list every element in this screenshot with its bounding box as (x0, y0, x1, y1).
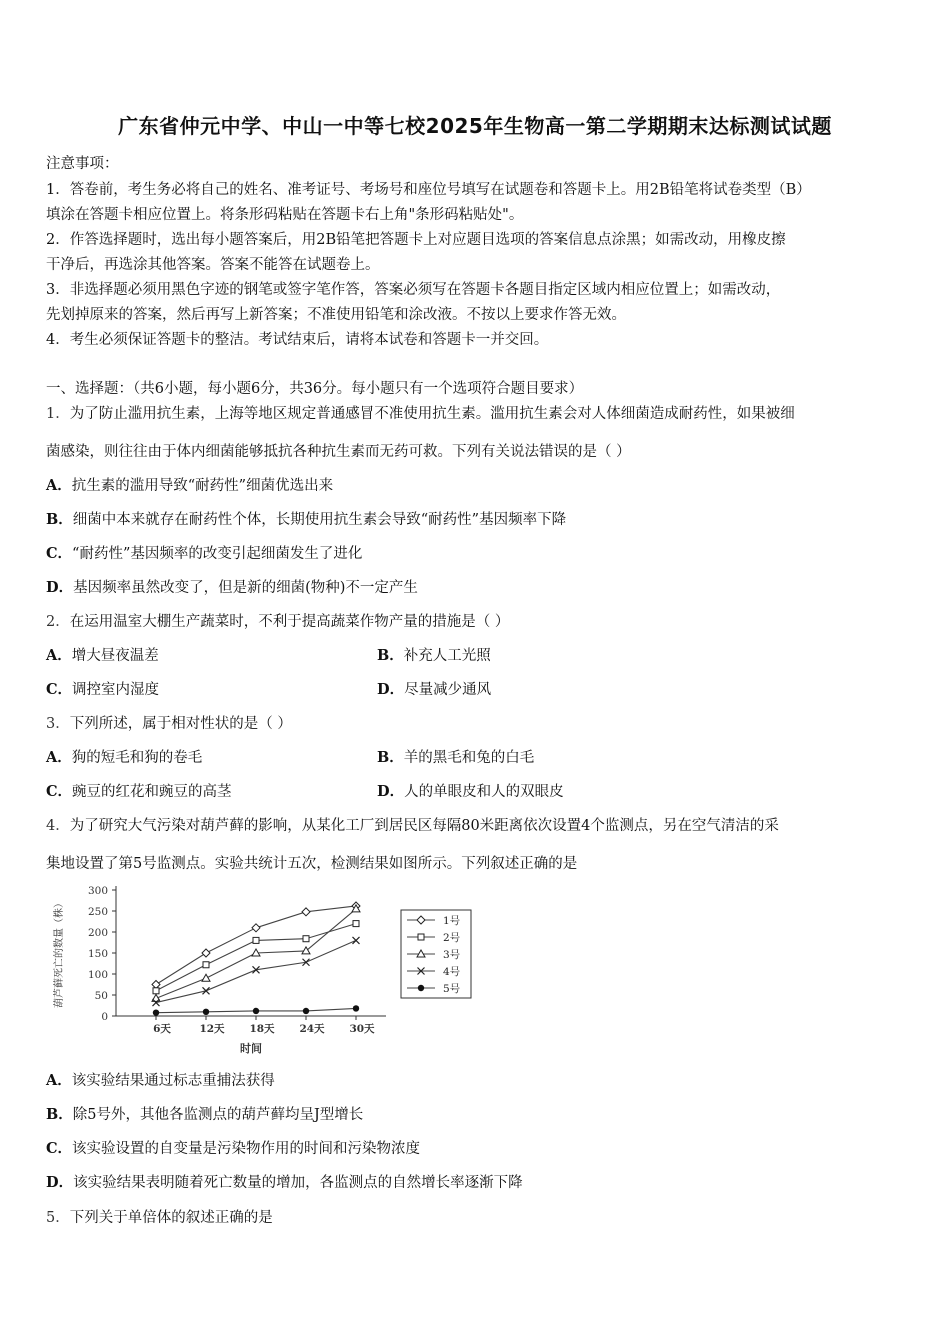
q2-option-d[interactable] (377, 678, 491, 699)
q1-option-c[interactable] (46, 542, 362, 563)
q3-option-d[interactable] (377, 780, 564, 801)
option-label: C． (46, 783, 73, 800)
x-tick-label: 6天 (153, 1023, 171, 1035)
option-text: 该实验设置的自变量是污染物作用的时间和污染物浓度 (72, 1141, 421, 1157)
y-tick-label: 100 (87, 969, 108, 981)
data-point-triangle (202, 974, 210, 981)
legend-label: 2号 (443, 932, 461, 944)
chart-marks (152, 902, 360, 1016)
question-text: 为了研究大气污染对葫芦藓的影响，从某化工厂到居民区每隔80米距离依次设置4个监测点，另在空气清洁的采 (69, 818, 779, 834)
option-text: 增大昼夜温差 (71, 648, 159, 664)
option-label: A． (46, 647, 72, 664)
question-number: 3． (46, 716, 70, 732)
data-point-diamond (202, 949, 210, 957)
question-text: 下列所述，属于相对性状的是（ ） (69, 716, 292, 732)
notice-line: 4．考生必须保证答题卡的整洁。考试结束后，请将本试卷和答题卡一并交回。 (46, 332, 549, 348)
q2-option-c[interactable] (46, 678, 159, 699)
option-text: 调控室内湿度 (72, 682, 160, 698)
x-axis-title: 时间 (240, 1042, 262, 1055)
option-label: B． (46, 511, 73, 528)
q3-option-b[interactable] (377, 746, 534, 767)
question-text: 在运用温室大棚生产蔬菜时，不利于提高蔬菜作物产量的措施是（ ） (69, 614, 510, 630)
notice-line: 1．答卷前，考生务必将自己的姓名、准考证号、考场号和座位号填写在试题卷和答题卡上。用2B铅笔将试卷类型（B） (46, 182, 811, 198)
question-text: 为了防止滥用抗生素，上海等地区规定普通感冒不准使用抗生素。滥用抗生素会对人体细菌造成耐药性，如果被细 (69, 406, 795, 422)
option-text: 除5号外，其他各监测点的葫芦藓均呈J型增长 (72, 1107, 364, 1123)
y-axis-title: 葫芦藓死亡的数量（株） (54, 898, 65, 1008)
q1-option-a[interactable] (46, 474, 333, 495)
question-number: 2． (46, 614, 70, 630)
option-label: D． (377, 783, 405, 800)
data-point-square (153, 988, 159, 994)
data-point-square (418, 934, 424, 940)
y-tick-label: 0 (101, 1011, 108, 1023)
y-tick-label: 50 (94, 990, 108, 1002)
option-label: B． (46, 1106, 73, 1123)
data-point-x (203, 987, 210, 994)
legend-label: 3号 (443, 949, 461, 961)
question-text: 下列关于单倍体的叙述正确的是 (69, 1210, 273, 1226)
option-text: 尽量减少通风 (404, 682, 492, 698)
option-label: D． (46, 579, 74, 596)
data-point-x (353, 937, 360, 944)
data-point-dot (353, 1005, 359, 1011)
q4-option-c[interactable] (46, 1137, 420, 1158)
option-label: A． (46, 1072, 72, 1089)
question-2-stem (46, 610, 509, 631)
q3-option-a[interactable] (46, 746, 202, 767)
x-tick-label: 24天 (299, 1023, 325, 1035)
y-tick-label: 150 (87, 948, 108, 960)
mortality-line-chart (46, 880, 486, 1060)
question-number: 5． (46, 1210, 70, 1226)
option-text: 抗生素的滥用导致“耐药性”细菌优选出来 (71, 478, 334, 494)
data-point-diamond (302, 908, 310, 916)
q2-option-a[interactable] (46, 644, 159, 665)
question-number: 1． (46, 406, 70, 422)
notice-line: 干净后，再选涂其他答案。答案不能答在试题卷上。 (46, 257, 380, 273)
q3-option-c[interactable] (46, 780, 232, 801)
option-text: 补充人工光照 (403, 648, 491, 664)
data-point-square (353, 921, 359, 927)
data-point-square (253, 937, 259, 943)
notice-line: 填涂在答题卡相应位置上。将条形码粘贴在答题卡右上角"条形码粘贴处"。 (46, 207, 524, 223)
legend-label: 1号 (443, 915, 461, 927)
option-label: D． (46, 1174, 74, 1191)
exam-title: 广东省仲元中学、中山一中等七校2025年生物高一第二学期期末达标测试试题 (118, 114, 832, 138)
data-point-dot (153, 1009, 159, 1015)
q4-option-d[interactable] (46, 1171, 523, 1192)
option-text: 该实验结果表明随着死亡数量的增加，各监测点的自然增长率逐渐下降 (73, 1175, 523, 1191)
option-label: C． (46, 681, 73, 698)
notice-line: 先划掉原来的答案，然后再写上新答案；不准使用铅笔和涂改液。不按以上要求作答无效。 (46, 307, 626, 323)
option-label: C． (46, 1140, 73, 1157)
option-text: 人的单眼皮和人的双眼皮 (404, 784, 564, 800)
x-tick-label: 18天 (249, 1023, 275, 1035)
legend-label: 4号 (443, 966, 461, 978)
question-3-stem (46, 712, 292, 733)
q1-option-d[interactable] (46, 576, 418, 597)
data-point-square (203, 962, 209, 968)
y-tick-label: 200 (87, 927, 108, 939)
data-point-diamond (152, 981, 160, 989)
notice-line: 2．作答选择题时，选出每小题答案后，用2B铅笔把答题卡上对应题目选项的答案信息点涂黑；如需改动，用橡皮擦 (46, 232, 786, 248)
chart-axes (52, 885, 386, 1055)
y-tick-label: 250 (87, 906, 108, 918)
option-label: B． (377, 749, 404, 766)
option-text: 该实验结果通过标志重捕法获得 (71, 1073, 275, 1089)
question-1-stem-cont: 菌感染，则往往由于体内细菌能够抵抗各种抗生素而无药可救。下列有关说法错误的是（ ） (46, 444, 631, 460)
question-number: 4． (46, 818, 70, 834)
section-heading: 一、选择题：（共6小题，每小题6分，共36分。每小题只有一个选项符合题目要求） (46, 381, 584, 397)
legend-label: 5号 (443, 983, 461, 995)
data-point-square (303, 936, 309, 942)
question-4-stem-cont: 集地设置了第5号监测点。实验共统计五次，检测结果如图所示。下列叙述正确的是 (46, 856, 578, 872)
q4-option-b[interactable] (46, 1103, 363, 1124)
chart-legend (401, 910, 471, 998)
option-text: “耐药性”基因频率的改变引起细菌发生了进化 (72, 546, 363, 562)
data-point-dot (303, 1008, 309, 1014)
option-label: D． (377, 681, 405, 698)
q2-option-b[interactable] (377, 644, 491, 665)
x-tick-label: 30天 (349, 1023, 375, 1035)
q1-option-b[interactable] (46, 508, 566, 529)
option-text: 细菌中本来就存在耐药性个体，长期使用抗生素会导致“耐药性”基因频率下降 (72, 512, 567, 528)
option-label: C． (46, 545, 73, 562)
y-tick-label: 300 (87, 885, 108, 897)
series-line-1号 (156, 906, 356, 985)
question-5-stem (46, 1206, 273, 1227)
option-text: 羊的黑毛和兔的白毛 (403, 750, 535, 766)
data-point-dot (203, 1009, 209, 1015)
data-point-dot (418, 985, 424, 991)
option-text: 豌豆的红花和豌豆的高茎 (72, 784, 232, 800)
option-text: 基因频率虽然改变了，但是新的细菌(物种)不一定产生 (73, 580, 418, 596)
question-4-stem (46, 814, 779, 835)
data-point-diamond (252, 924, 260, 932)
question-1-stem (46, 402, 795, 423)
option-label: A． (46, 749, 72, 766)
q4-option-a[interactable] (46, 1069, 275, 1090)
option-label: B． (377, 647, 404, 664)
data-point-dot (253, 1008, 259, 1014)
notice-line: 3．非选择题必须用黑色字迹的钢笔或签字笔作答，答案必须写在答题卡各题目指定区域内相应位置上；如需改动， (46, 282, 781, 298)
x-tick-label: 12天 (199, 1023, 225, 1035)
notice-heading: 注意事项： (46, 156, 119, 172)
option-label: A． (46, 477, 72, 494)
option-text: 狗的短毛和狗的卷毛 (71, 750, 203, 766)
